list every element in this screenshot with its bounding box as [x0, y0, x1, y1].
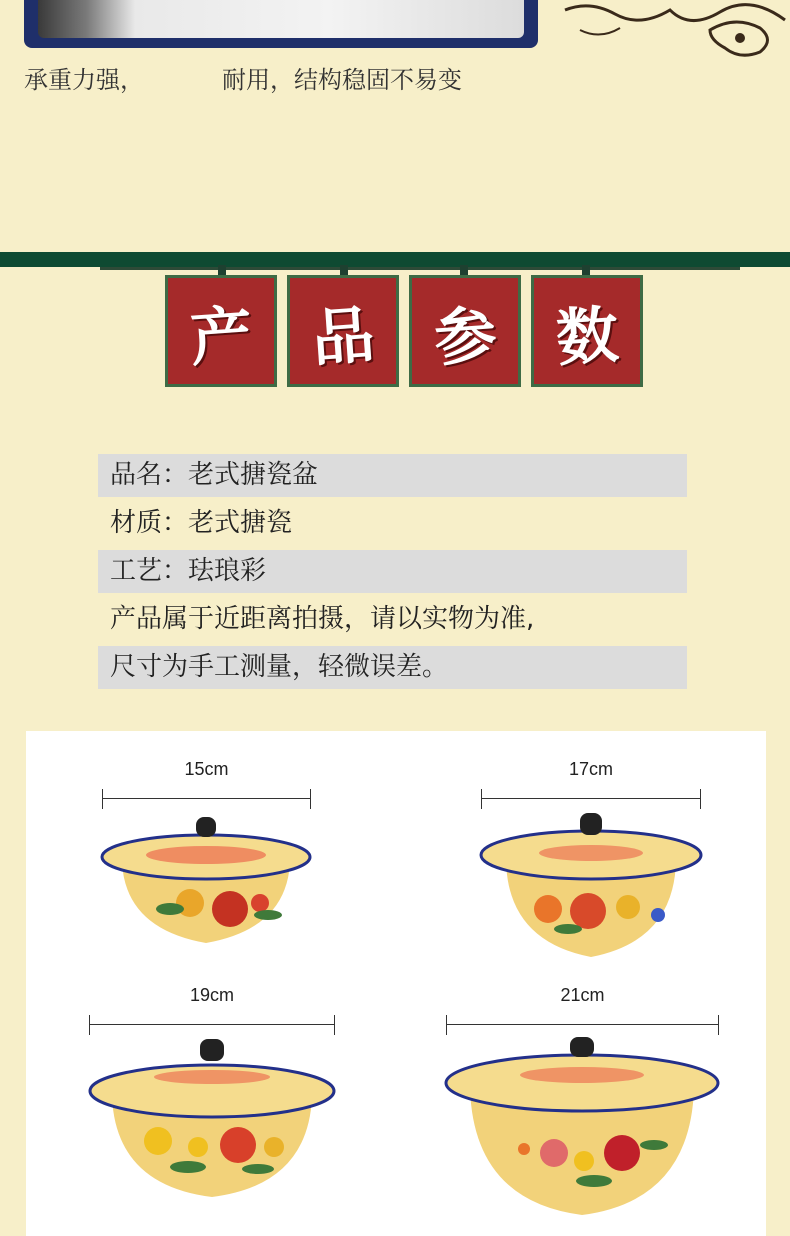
top-photo-image — [38, 0, 524, 38]
section-title — [165, 275, 645, 390]
param-row-material: 材质：老式搪瓷 — [110, 508, 293, 538]
dimension-tick — [310, 789, 311, 809]
title-char: 产 — [187, 297, 255, 375]
size-label: 15cm — [184, 759, 229, 779]
param-row-measure-note: 尺寸为手工测量，轻微误差。 — [98, 646, 687, 689]
enamel-bowl-17cm — [478, 811, 704, 963]
dimension-line — [102, 798, 311, 799]
product-size-panel — [26, 731, 766, 1236]
hanging-rod — [100, 267, 740, 270]
dimension-line — [481, 798, 701, 799]
dimension-tick — [700, 789, 701, 809]
dimension-tick — [89, 1015, 90, 1035]
size-label: 17cm — [568, 759, 613, 779]
size-label: 21cm — [560, 985, 605, 1005]
param-row-note: 产品属于近距离拍摄，请以实物为准, — [110, 604, 535, 634]
dimension-tick — [718, 1015, 719, 1035]
decorative-illustration — [560, 0, 790, 64]
param-row-name: 品名：老式搪瓷盆 — [98, 454, 687, 497]
size-label: 19cm — [189, 985, 234, 1005]
dimension-tick — [446, 1015, 447, 1035]
enamel-bowl-21cm — [444, 1035, 720, 1221]
top-photo — [24, 0, 538, 48]
title-char-box — [409, 275, 521, 387]
section-divider-bar — [0, 252, 790, 267]
dimension-line — [446, 1024, 719, 1025]
dimension-line — [89, 1024, 335, 1025]
title-char: 数 — [553, 297, 621, 375]
dimension-tick — [334, 1015, 335, 1035]
title-char: 参 — [431, 297, 499, 375]
title-char-box — [165, 275, 277, 387]
dimension-19cm — [89, 985, 335, 1035]
top-caption — [24, 60, 462, 95]
dimension-17cm — [481, 759, 701, 809]
caption-right: 耐用，结构稳固不易变 — [222, 66, 462, 94]
enamel-bowl-15cm — [100, 811, 312, 951]
dimension-15cm — [102, 759, 311, 809]
enamel-bowl-19cm — [88, 1035, 336, 1201]
title-char-box — [287, 275, 399, 387]
title-char: 品 — [309, 297, 377, 375]
dimension-21cm — [446, 985, 719, 1035]
param-row-craft: 工艺：珐琅彩 — [98, 550, 687, 593]
caption-left: 承重力强， — [24, 66, 144, 94]
dimension-tick — [102, 789, 103, 809]
title-char-box — [531, 275, 643, 387]
dimension-tick — [481, 789, 482, 809]
